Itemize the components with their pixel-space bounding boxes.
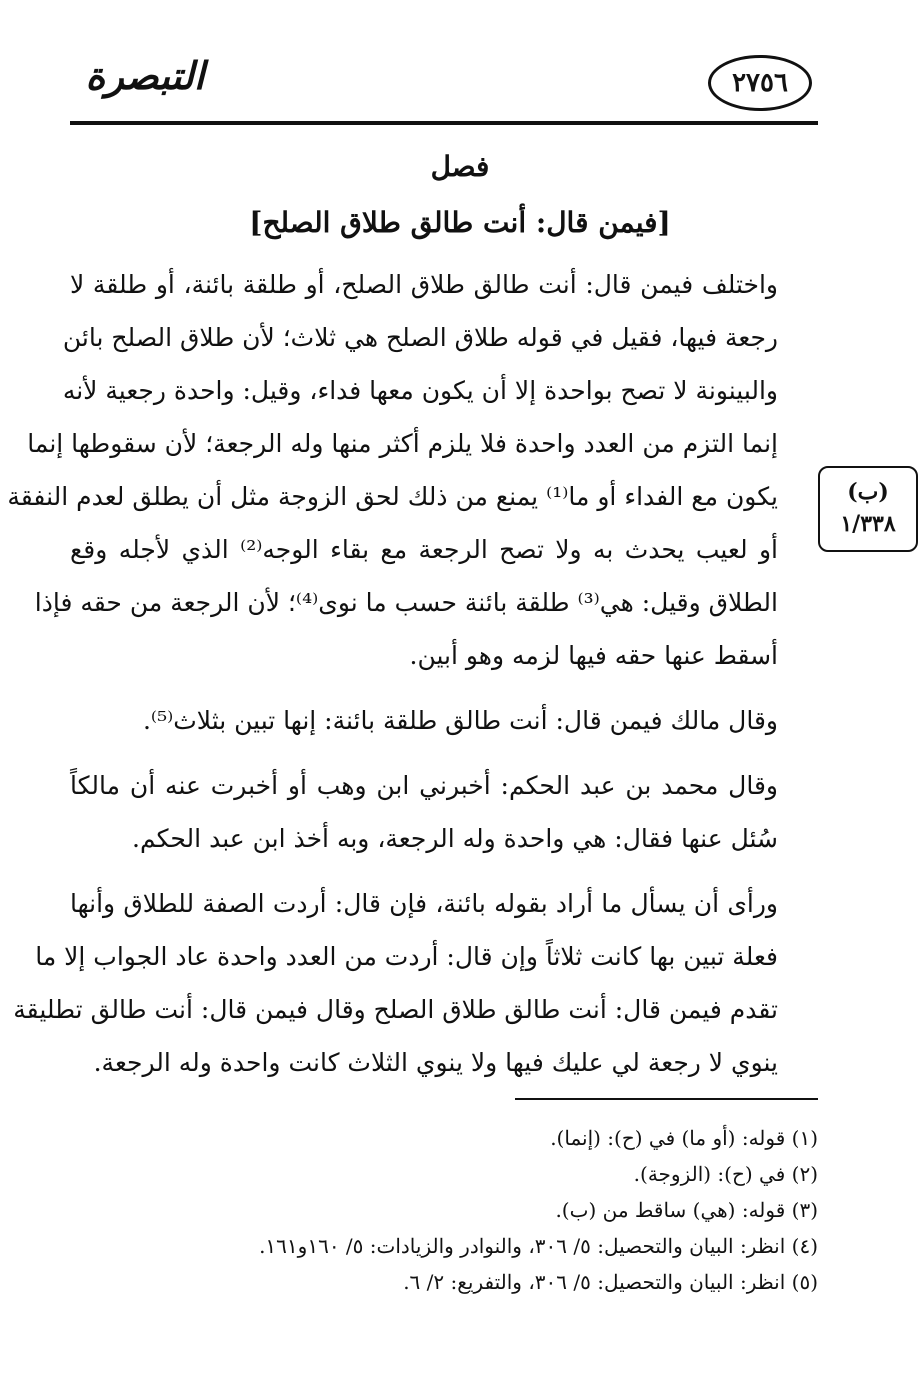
page-number: ٢٧٥٦ [708, 55, 812, 111]
text-line: والبينونة لا تصح بواحدة إلا أن يكون معها فداء، وقيل: واحدة رجعية لأنه [62, 376, 778, 405]
text-line: ورأى أن يسأل ما أراد بقوله بائنة، فإن قال: أردت الصفة للطلاق وأنها [70, 889, 778, 918]
footnotes [70, 1120, 818, 1300]
text-line: سُئل عنها فقال: هي واحدة وله الرجعة، وبه أخذ ابن عبد الحكم. [132, 824, 778, 853]
text-line: وقال مالك فيمن قال: أنت طالق طلقة بائنة: إنها تبين بثلاث⁽⁵⁾. [142, 706, 778, 735]
text-line: يكون مع الفداء أو ما⁽¹⁾ يمنع من ذلك لحق الزوجة مثل أن يطلق لعدم النفقة [7, 482, 778, 511]
text-line: تقدم فيمن قال: أنت طالق طلاق الصلح وقال فيمن قال: أنت طالق تطليقة [13, 995, 778, 1024]
manuscript-margin-note [818, 466, 918, 552]
text-line: وقال محمد بن عبد الحكم: أخبرني ابن وهب أو أخبرت عنه أن مالكاً [70, 771, 778, 800]
section-subheading: [فيمن قال: أنت طالق طلاق الصلح] [249, 206, 671, 239]
footnote: (١) قوله: (أو ما) في (ح): (إنما). [550, 1126, 818, 1150]
section-heading: فصل [430, 150, 490, 183]
header-rule [70, 121, 818, 125]
text-line: رجعة فيها، فقيل في قوله طلاق الصلح هي ثلاث؛ لأن طلاق الصلح بائن [62, 323, 778, 352]
text-line: فعلة تبين بها كانت ثلاثاً وإن قال: أردت من العدد واحدة عاد الجواب إلا ما [35, 942, 778, 971]
footnote: (٤) انظر: البيان والتحصيل: ٥/ ٣٠٦، والنوادر والزيادات: ٥/ ١٦٠و١٦١. [259, 1234, 818, 1258]
margin-note-line1: (ب) [847, 479, 889, 505]
footnote: (٣) قوله: (هي) ساقط من (ب). [555, 1198, 818, 1222]
paragraph [7, 258, 818, 682]
footnote-separator [515, 1098, 818, 1100]
book-title: التبصرة [85, 53, 205, 98]
page-header [70, 45, 818, 127]
text-line: ينوي لا رجعة لي عليك فيها ولا ينوي الثلاث كانت واحدة وله الرجعة. [93, 1048, 778, 1077]
text-line: الطلاق وقيل: هي⁽³⁾ طلقة بائنة حسب ما نوى⁽⁴⁾؛ لأن الرجعة من حقه فإذا [34, 588, 778, 617]
text-line: إنما التزم من العدد واحدة فلا يلزم أكثر منها وله الرجعة؛ لأن سقوطها إنما [27, 429, 778, 458]
margin-note-line2: ١/٣٣٨ [840, 511, 896, 537]
paragraph [70, 759, 818, 865]
text-line: أسقط عنها حقه فيها لزمه وهو أبين. [409, 641, 778, 670]
footnote: (٢) في (ح): (الزوجة). [633, 1162, 818, 1186]
footnote: (٥) انظر: البيان والتحصيل: ٥/ ٣٠٦، والتفريع: ٢/ ٦. [403, 1270, 818, 1294]
paragraph [13, 877, 818, 1089]
text-line: واختلف فيمن قال: أنت طالق طلاق الصلح، أو طلقة بائنة، أو طلقة لا [70, 270, 778, 299]
paragraph [70, 694, 818, 747]
body-text [7, 258, 818, 1101]
text-line: أو لعيب يحدث به ولا تصح الرجعة مع بقاء الوجه⁽²⁾ الذي لأجله وقع [70, 535, 778, 564]
